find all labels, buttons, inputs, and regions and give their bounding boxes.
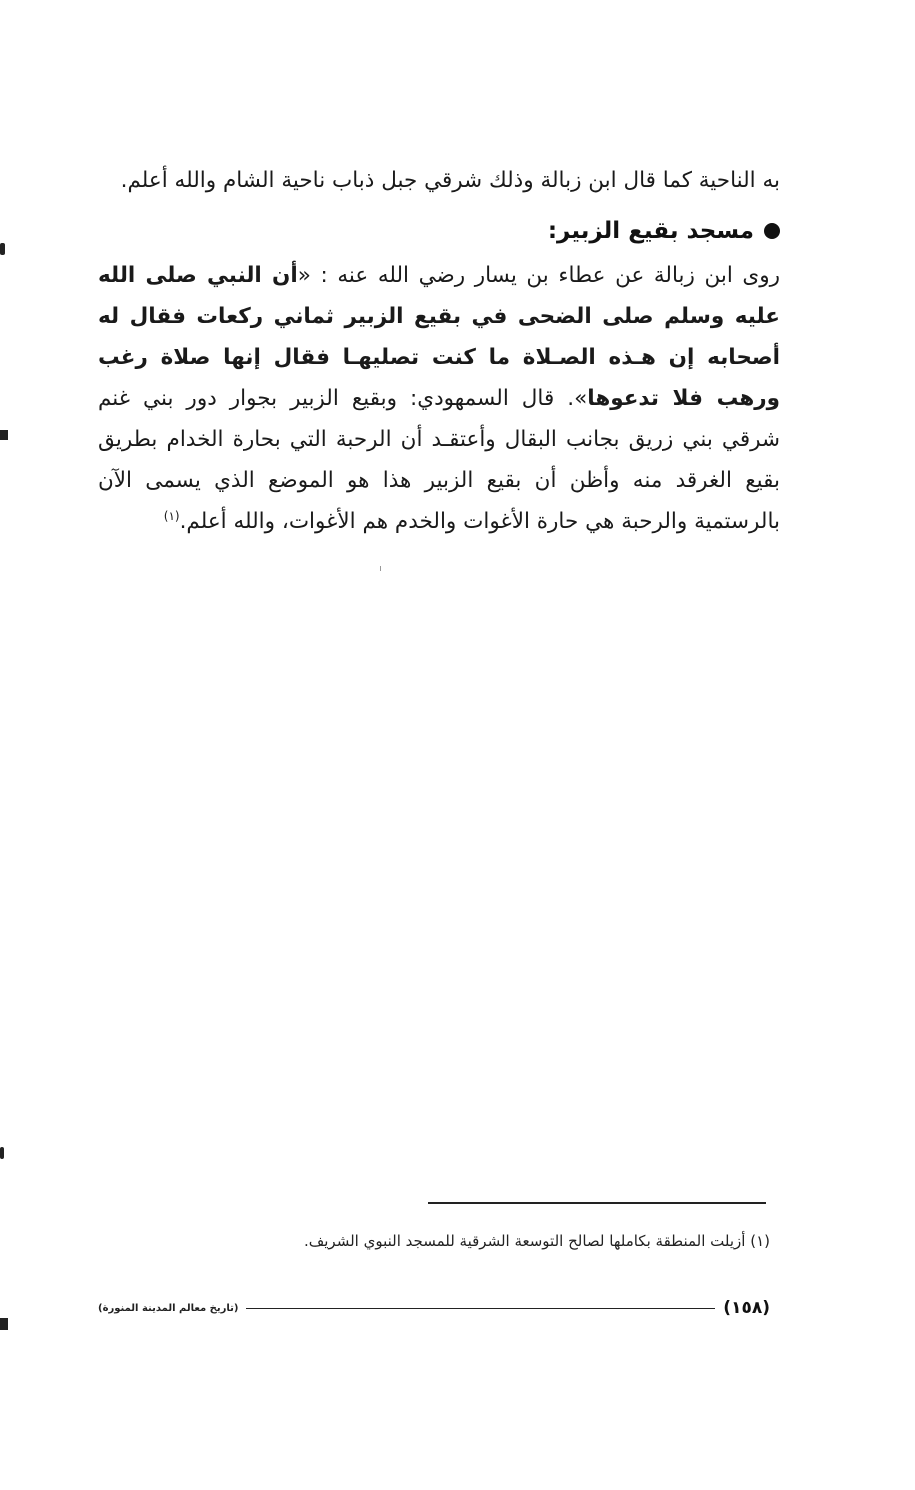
footer-rule <box>246 1308 715 1309</box>
footer-book-title: (تاريخ معالم المدينة المنورة) <box>98 1302 239 1314</box>
page-number: (١٥٨) <box>723 1298 770 1318</box>
scan-mark <box>0 430 8 440</box>
body-continuation: ». قال السمهودي: وبقيع الزبير بجوار دور بني غنم شرقي بني زريق بجانب البقال وأعتقـد أن الرحبة التي بحارة الخدام بطريق بقيع الغرقد منه وأظن أن بقيع الزبير هذا هو الموضع الذي يسمى الآن بالرستمية والرحبة هي حارة الأغوات والخدم هم الأغوات، والله أعلم. <box>98 386 780 534</box>
scan-mark <box>0 243 5 255</box>
section-heading <box>548 218 780 244</box>
body-opening: روى ابن زبالة عن عطاء بن يسار رضي الله عنه : « <box>297 263 781 288</box>
scan-mark <box>0 1318 8 1330</box>
body-paragraph <box>98 255 780 542</box>
footnote-divider <box>428 1202 766 1204</box>
page-footer <box>98 1296 770 1320</box>
section-heading-text: مسجد بقيع الزبير: <box>547 218 754 244</box>
scan-mark <box>380 566 381 571</box>
hadith-text: أن النبي صلى الله عليه وسلم صلى الضحى في بقيع الزبير ثماني ركعات فقال له أصحابه إن هـذه الصـلاة ما كنت تصليهـا فقال إنها صلاة رغب ورهب فلا تدعوها <box>98 263 781 411</box>
scan-mark <box>0 1147 4 1159</box>
bullet-icon <box>764 223 780 239</box>
footnote: (١) أزيلت المنطقة بكاملها لصالح التوسعة الشرقية للمسجد النبوي الشريف. <box>303 1232 770 1250</box>
intro-paragraph: به الناحية كما قال ابن زبالة وذلك شرقي جبل ذباب ناحية الشام والله أعلم. <box>120 168 780 193</box>
footnote-marker: (١) <box>163 508 180 523</box>
